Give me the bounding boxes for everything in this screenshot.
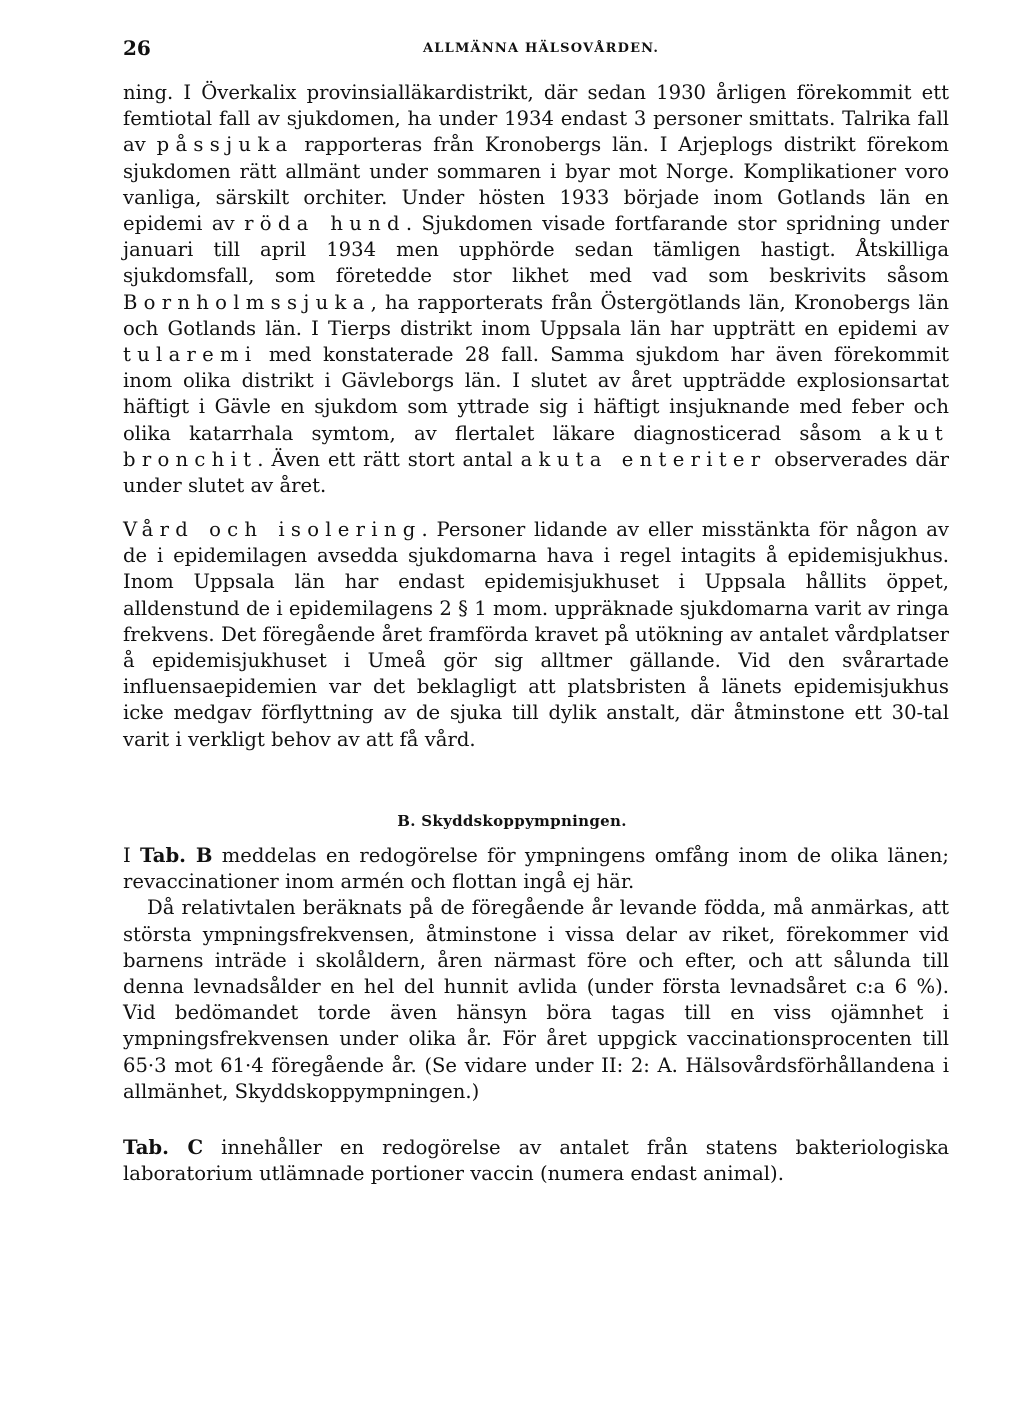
spaced-term: tularemi (123, 343, 258, 367)
paragraph-relative-rates (123, 895, 949, 1105)
text-run: med konstaterade 28 fall. Samma sjukdom har även förekommit inom olika distrikt i Gävleborgs län. I slutet av året uppträdde explosionsartat häftigt i Gävle en sjukdom som yttrade sig i häftigt insjuknande med feber och olika katarrhala symtom, av flertalet läkare diagnosticerad såsom (123, 343, 949, 445)
text-block-care (123, 517, 949, 753)
text-run: , ha rapporterats från Östergötlands län, Kronobergs län och Gotlands län. I Tierps distrikt inom Uppsala län har uppträtt en epidemi av (123, 290, 949, 340)
text-run: . Även ett rätt stort antal (257, 447, 521, 471)
text-run: meddelas en redogörelse för ympningens omfång inom de olika länen; revaccinationer inom armén och flottan ingå ej här. (123, 844, 949, 894)
running-title: ALLMÄNNA HÄLSOVÅRDEN. (423, 41, 660, 56)
spaced-term: akuta enteriter (520, 447, 767, 471)
page-number: 26 (123, 36, 151, 60)
text-run: observerades där under slutet av året. (123, 447, 950, 498)
paragraph-care-isolation (123, 517, 949, 753)
paragraph-gap (123, 1105, 949, 1135)
paragraph-epidemics (123, 80, 949, 499)
text-run: . Sjukdomen visade fortfarande stor spridning under januari till april 1934 men upphörde sedan tämligen hastigt. Åtskilliga sjukdomsfall, som företedde stor likhet med vad som beskrivits såsom (123, 212, 949, 288)
text-run: Då relativtalen beräknats på de föregående år levande födda, må anmärkas, att största ympningsfrekvensen, åtminstone i vissa delar av riket, förekommer vid barnens inträde i skolåldern, åren närmast före och efter, och att sålunda till denna levnadsålder en hel del hunnit avlida (under första levnadsåret c:a 6 %). Vid bedömandet torde även hänsyn böra tagas till en viss ojämnhet i ympningsfrekvensen under olika år. För året uppgick vaccinationsprocenten till 65·3 mot 61·4 föregående år. (Se vidare under II: 2: A. Hälsovårdsförhållandena i allmänhet, Skyddskoppympningen.) (123, 896, 949, 1103)
spaced-term: påssjuka (156, 133, 294, 157)
section-heading: B. Skyddskoppympningen. (397, 812, 627, 830)
table-reference: Tab. C (123, 1136, 204, 1160)
text-run: . Personer lidande av eller misstänkta för någon av de i epidemilagen avsedda sjukdomarna hava i regel intagits å epidemisjukhus. Inom Uppsala län har endast epidemisjukhuset i Uppsala hållits öppet, alldenstund de i epidemilagens 2 § 1 mom. uppräknade sjukdomarna varit av ringa frekvens. Det föregående året framförda kravet på utökning av antalet vårdplatser å epidemisjukhuset i Umeå gör sig alltmer gällande. Vid den svårartade influensaepidemien var det beklagligt att platsbristen å länets epidemisjukhus icke medgav förflyttning av de sjuka till dylik anstalt, där åtminstone ett 30-tal varit i verkligt behov av att få vård. (123, 518, 949, 751)
paragraph-tab-b (123, 843, 949, 895)
text-block-vaccination (123, 843, 949, 1187)
spaced-term: röda hund (244, 212, 406, 236)
text-block-epidemics (123, 80, 949, 499)
text-run: innehåller en redogörelse av antalet från statens bakteriologiska laboratorium utlämnade portioner vaccin (numera endast animal). (123, 1136, 950, 1186)
text-run: ning. I Överkalix provinsialläkardistrikt, där sedan 1930 årligen förekommit ett femtiotal fall av sjukdomen, ha under 1934 endast 3 personer smittats. Talrika fall av (123, 81, 949, 157)
paragraph-tab-c (123, 1135, 949, 1187)
table-reference: Tab. B (140, 844, 213, 867)
text-run: rapporteras från Kronobergs län. I Arjeplogs distrikt förekom sjukdomen rätt allmänt under sommaren i byar mot Norge. Komplikationer voro vanliga, särskilt orchiter. Under hösten 1933 började inom Gotlands län en epidemi av (123, 133, 949, 236)
text-run: I (123, 844, 141, 867)
spaced-term: Bornholmssjuka (123, 290, 371, 314)
paragraph-lead-term: Vård och isolering (123, 518, 422, 541)
spaced-term: akut bronchit (123, 421, 949, 471)
page-header (123, 36, 943, 60)
